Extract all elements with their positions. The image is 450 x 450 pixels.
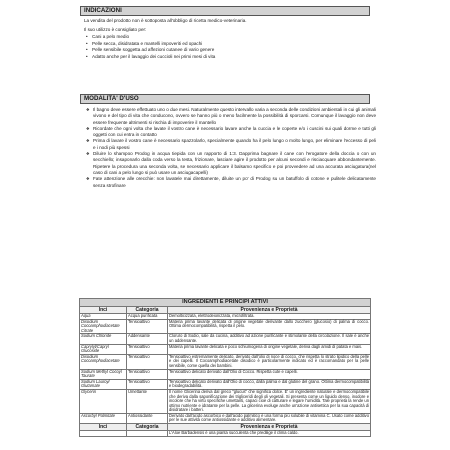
table-row <box>80 334 371 344</box>
column-header-categoria: Categoria <box>127 424 168 431</box>
list-item: ❖ Ricordate che ogni volta che lavate il vostro cane è necessario lavare anche la cuccia e le coperte e/o i cuscini sui quali dorme e tutti gli oggetti con cui entra in contatto <box>86 125 376 138</box>
property-cell: Tensioattivo estremamente delicato, derivato dall'olio di noce di cocco, che rispetta lo strato lipidico della pelle e dei capelli. Il Cocoamphodiacetate disodico è particolarmente indicato ed è raccomandato per la pelle sensibile, come quella dei bambini. <box>169 353 369 368</box>
column-header-categoria: Categoria <box>127 307 168 314</box>
category-cell: Acqua purificata <box>127 314 168 320</box>
list-item: ❖ Fate attenzione alle orecchie: non lavatele mai direttamente, diluite un po' di Prodog su un batuffolo di cotone e pulitele delicatamente senza strofinare <box>86 176 376 188</box>
diamond-bullet-icon: ❖ <box>86 138 90 144</box>
category-cell: Tensioattivo <box>127 319 168 334</box>
inci-cell: Sodium Chloride <box>80 334 127 344</box>
table-title: INGREDIENTI E PRINCIPI ATTIVI <box>80 299 371 307</box>
list-item: ❖ Il bagno deve essere effettuato uno o due mesi. Naturalmente questo intervallo varia a seconda delle condizioni ambientali in cui gli animali vivono e del tipo di vita che conducono, ovvero se hanno più o meno facilmente la possibilità di sporcarsi. Comunque il lavaggio non deve essere frequente altrimenti si rischia di impoverire il mantello <box>86 107 376 125</box>
category-cell: Umettante <box>127 389 168 413</box>
inci-cell: Aqua <box>80 314 127 320</box>
table-row <box>80 369 371 379</box>
table-row <box>80 413 371 423</box>
diamond-bullet-icon: ❖ <box>86 107 90 112</box>
property-cell: Cloruro di Sodio, sale da cucina, additivo ad azione purificante e stimolante della circolazione. Il sale è anche un addensante. <box>169 333 369 343</box>
list-item: • Pelle sensibile soggetta ad affezioni cutanee di vario genere <box>92 47 372 54</box>
intro-text: La vendita del prodotto non è sottoposta all'obbligo di ricetta medico-veterinaria. <box>84 18 247 23</box>
property-cell: Tensioattivo delicato derivato dall'Olio di cocco, dalla palma e dal glutine del grano. Ottima dermocompatibilità e biodegradabilità. <box>169 378 369 389</box>
column-header-provenienza: Provenienza e Proprietà <box>168 307 371 314</box>
section-header-indicazioni: INDICAZIONI <box>80 6 370 16</box>
diamond-bullet-icon: ❖ <box>86 176 90 182</box>
property-cell: Il nome Glicerina deriva dal greco "glucus" che significa dolce. E' un ingrediente naturale e dermocompatibile che deriva dalla saponificazione dei trigliceridi degli oli vegetali. Si presenta come un liquido denso, inodore e incolore che ha virtù specifiche umettanti, capaci cioè di catturare e legare l'umidità. Tale proprietà la rende un ottimo nutriente e idratante per la pelle. La glicerina evoluge anche un'azione antisettica per la sua capacità di disidratare i batteri. <box>169 388 369 413</box>
category-cell: Tensioattivo <box>127 379 168 389</box>
table-row <box>80 319 371 334</box>
diamond-bullet-icon: ❖ <box>86 125 90 131</box>
property-cell: L'Aloe Barbadensis è una pianta succulenta che predilige il clima caldo. <box>168 431 371 437</box>
category-cell: Tensioattivo <box>127 344 168 354</box>
list-item: • Cani a pelo medio <box>92 34 372 41</box>
category-cell: Tensioattivo <box>127 354 168 369</box>
category-cell <box>127 431 168 437</box>
modalita-list <box>86 107 376 189</box>
property-cell: Demolticizzata, elettrodeionizzata, microfiltrata. <box>168 314 371 320</box>
column-header-inci: Inci <box>80 424 127 431</box>
list-item: ❖ Prima di lavare il vostro cane è necessario spazzolarlo, specialmente quando ha il pelo lungo o molto lungo, per eliminare l'eccesso di peli e i nodi più spessi <box>86 138 376 150</box>
diamond-bullet-icon: ❖ <box>86 151 90 157</box>
indicazioni-list <box>92 34 372 60</box>
category-cell: Addensante <box>127 334 168 344</box>
inci-cell: Glycerin <box>80 389 127 413</box>
table-row <box>80 379 371 389</box>
intro-usage-text: Il suo utilizzo è consigliato per: <box>84 27 147 32</box>
property-cell: Materia prima lavante delicata e poco schiumogena di origine vegetale, deriva dagli amidi di patata e mais. <box>168 344 371 354</box>
table-row <box>80 389 371 413</box>
inci-cell: Disodium Cocoamphodiacetate Citrate <box>80 319 127 334</box>
inci-cell: Sodium Lauroyl Glutamate <box>80 379 127 389</box>
property-cell: Materia prima lavante delicata di origine vegetale derivante dallo zucchero (glucosio) di palma di cocco. Ottima dermocompatibilità, rispetta il pelo. <box>168 319 371 334</box>
inci-cell: Sodium Methyl Cocoyl Taurate <box>80 369 127 379</box>
inci-cell <box>80 431 127 437</box>
column-header-provenienza: Provenienza e Proprietà <box>168 424 371 431</box>
table-row <box>80 344 371 354</box>
category-cell: Antiossidante <box>127 413 168 423</box>
property-cell: Derivato dall'acido ascorbico e dall'acido palmitico è una forma più solubile di vitamina C. Usato come additivo per le sue attività come antiossidante e additivo alimentare. <box>169 412 369 423</box>
list-item: • Adatto anche per il lavaggio dei cuccioli nei primi mesi di vita <box>92 54 372 61</box>
inci-cell: Disodium Cocoamphodiacetate <box>80 354 127 369</box>
table-row <box>80 354 371 369</box>
category-cell: Tensioattivo <box>127 369 168 379</box>
list-item: • Pelle secca, disidratata e mantelli impoveriti ed opachi <box>92 41 372 48</box>
list-item: ❖ Diluire lo shampoo Prodog in acqua tiepida con un rapporto di 1:3. Dapprima bagnare il cane con l'erogatore della doccia o con un secchiello; insaponarlo dalla coda verso la testa, frizionare, lasciare agire il prodotto per alcuni secondi e risciacquare abbondantemente. Ripetere la procedura una seconda volta, se necessario applicare il balsamo specifico e poi provvedere ad una accurata asciugatura(nel caso di cani a pelo lungo si può usare un asciugacapelli) <box>86 151 376 175</box>
ingredients-table <box>79 298 371 437</box>
property-cell: Tensioattivo delicato derivato dall'Olio di Cocco. Rispetta cute e capelli. <box>168 369 371 379</box>
section-header-modalita: MODALITA' D'USO <box>80 94 370 104</box>
table-row <box>80 431 371 437</box>
inci-cell: Caprylyl/Capryl Glucoside <box>80 344 127 354</box>
column-header-inci: Inci <box>80 307 127 314</box>
inci-cell: Ascorbyl Palmitate <box>80 413 127 423</box>
